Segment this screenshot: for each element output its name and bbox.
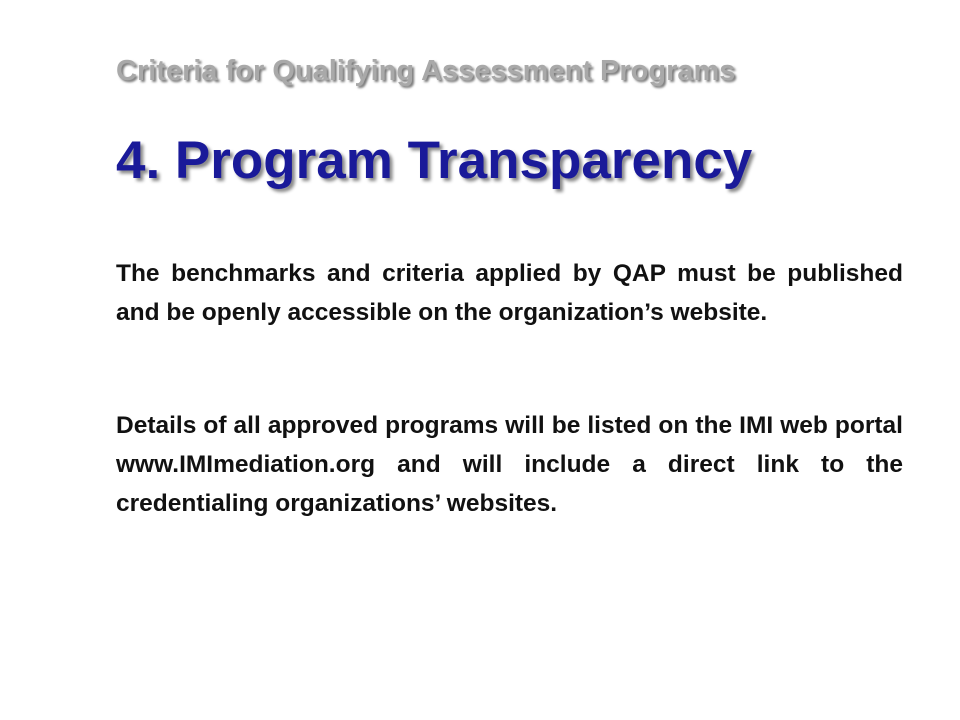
- body-paragraph-benchmarks: The benchmarks and criteria applied by QAP must be published and be openly accessible on the organization’s website.: [116, 260, 903, 326]
- slide-header: Criteria for Qualifying Assessment Programs: [116, 55, 736, 87]
- page-title: 4. Program Transparency: [116, 131, 753, 190]
- body-paragraph-approved-programs: Details of all approved programs will be listed on the IMI web portal www.IMImediation.org and will include a direct link to the credentialing organizations’ websites.: [116, 412, 903, 517]
